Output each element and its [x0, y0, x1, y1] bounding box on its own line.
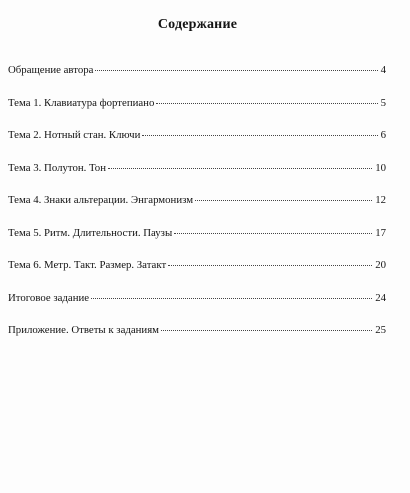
toc-entry	[8, 162, 386, 195]
toc-entry-title: Приложение. Ответы к заданиям	[8, 324, 160, 336]
toc-title: Содержание	[157, 17, 238, 32]
toc-dot-leader	[156, 103, 377, 104]
toc-entry	[8, 97, 386, 130]
toc-entry-title: Тема 5. Ритм. Длительности. Паузы	[8, 226, 173, 239]
toc-dot-leader	[108, 168, 372, 169]
toc-dot-leader	[195, 200, 372, 201]
toc-dot-leader	[91, 298, 372, 299]
toc-list	[8, 64, 386, 357]
toc-entry-title: Обращение автора	[8, 64, 94, 76]
toc-page-number: 10	[375, 161, 386, 174]
toc-entry	[8, 324, 386, 357]
toc-entry-title: Тема 6. Метр. Такт. Размер. Затакт	[8, 259, 167, 271]
toc-page-number: 25	[375, 324, 386, 336]
toc-entry-title: Тема 1. Клавиатура фортепиано	[8, 96, 155, 109]
toc-entry-title: Тема 4. Знаки альтерации. Энгармонизм	[8, 194, 194, 206]
toc-dot-leader	[142, 135, 377, 136]
toc-entry-title: Итоговое задание	[8, 291, 90, 304]
toc-dot-leader	[174, 233, 372, 234]
toc-dot-leader	[168, 265, 372, 266]
toc-entry	[8, 292, 386, 325]
toc-page-number: 5	[380, 96, 386, 109]
toc-entry	[8, 259, 386, 292]
toc-entry	[8, 194, 386, 227]
toc-entry-title: Тема 2. Нотный стан. Ключи	[8, 129, 141, 141]
toc-entry-title: Тема 3. Полутон. Тон	[8, 161, 106, 174]
toc-page-number: 20	[375, 259, 386, 271]
toc-page-number: 12	[375, 194, 386, 206]
toc-dot-leader	[95, 70, 377, 71]
toc-entry	[8, 64, 386, 97]
toc-dot-leader	[161, 330, 372, 331]
toc-page-number: 6	[380, 129, 386, 141]
toc-page-number: 24	[375, 291, 386, 304]
toc-entry	[8, 227, 386, 260]
toc-page-number: 17	[375, 226, 386, 239]
toc-entry	[8, 129, 386, 162]
toc-page-number: 4	[380, 64, 386, 76]
